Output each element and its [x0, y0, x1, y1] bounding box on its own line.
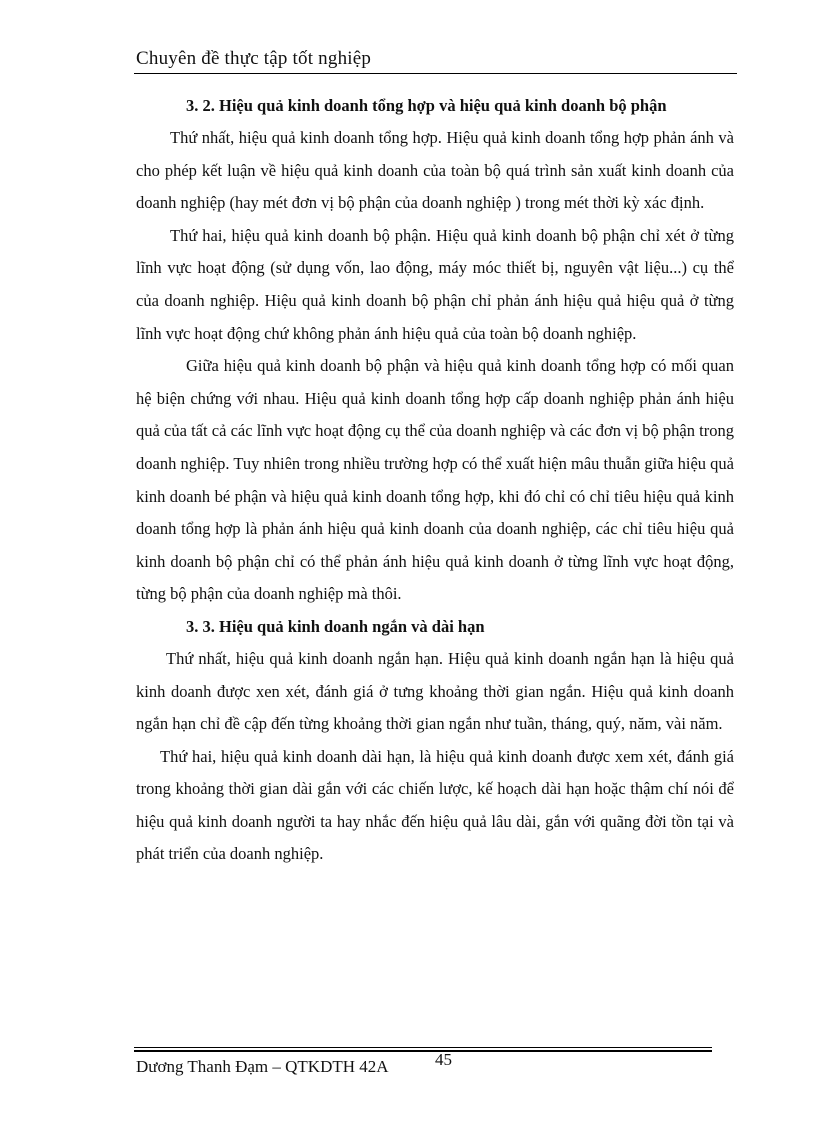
section-heading: 3. 2. Hiệu quả kinh doanh tổng hợp và hiệu quả kinh doanh bộ phận: [186, 96, 667, 115]
paragraph: Thứ nhất, hiệu quả kinh doanh tổng hợp. Hiệu quả kinh doanh tổng hợp phản ánh và cho phép kết luận về hiệu quả kinh doanh của toàn bộ quá trình sản xuất kinh doanh của doanh nghiệp (hay mét đơn vị bộ phận của doanh nghiệp ) trong mét thời kỳ xác định.: [136, 128, 734, 213]
page-header-title: Chuyên đề thực tập tốt nghiệp: [136, 48, 372, 69]
paragraph: Giữa hiệu quả kinh doanh bộ phận và hiệu quả kinh doanh tổng hợp có mối quan hệ biện chứng với nhau. Hiệu quả kinh doanh tổng hợp cấp doanh nghiệp phản ánh hiệu quả của tất cả các lĩnh vực hoạt động cụ thể của doanh nghiệp và các đơn vị bộ phận trong doanh nghiệp. Tuy nhiên trong nhiều trường hợp có thể xuất hiện mâu thuẫn giữa hiệu quả kinh doanh bé phận và hiệu quả kinh doanh tổng hợp, khi đó chỉ có chỉ tiêu hiệu quả kinh doanh tổng hợp là phản ánh hiệu quả kinh doanh của doanh nghiệp, các chỉ tiêu hiệu quả kinh doanh bộ phận chỉ có thể phản ánh hiệu quả kinh doanh ở từng lĩnh vực hoạt động, từng bộ phận của doanh nghiệp mà thôi.: [136, 356, 734, 604]
paragraph: Thứ hai, hiệu quả kinh doanh dài hạn, là hiệu quả kinh doanh được xem xét, đánh giá trong khoảng thời gian dài gắn với các chiến lược, kế hoạch dài hạn hoặc thậm chí nói để hiệu quả kinh doanh người ta hay nhắc đến hiệu quả lâu dài, gắn với quãng đời tồn tại và phát triển của doanh nghiệp.: [136, 746, 734, 864]
footer-rule: [134, 1047, 712, 1048]
document-body: [136, 90, 734, 871]
page-number: 45: [435, 1050, 452, 1069]
section-heading: 3. 3. Hiệu quả kinh doanh ngắn và dài hạn: [186, 616, 485, 636]
footer-author: Dương Thanh Đạm – QTKDTH 42A: [136, 1057, 389, 1076]
paragraph: Thứ hai, hiệu quả kinh doanh bộ phận. Hiệu quả kinh doanh bộ phận chỉ xét ở từng lĩnh vực hoạt động (sử dụng vốn, lao động, máy móc thiết bị, nguyên vật liệu...) cụ thể của doanh nghiệp. Hiệu quả kinh doanh bộ phận chỉ phản ánh hiệu quả hiệu quả ở từng lĩnh vực hoạt động chứ không phản ánh hiệu quả của toàn bộ doanh nghiệp.: [136, 225, 734, 343]
paragraph: Thứ nhất, hiệu quả kinh doanh ngắn hạn. Hiệu quả kinh doanh ngắn hạn là hiệu quả kinh doanh được xen xét, đánh giá ở tưng khoảng thời gian ngắn. Hiệu quả kinh doanh ngắn hạn chỉ đề cập đến từng khoảng thời gian ngắn như tuần, tháng, quý, năm, vài năm.: [136, 648, 734, 734]
footer-rule-thick: [134, 1050, 712, 1052]
header-rule: [134, 73, 737, 74]
